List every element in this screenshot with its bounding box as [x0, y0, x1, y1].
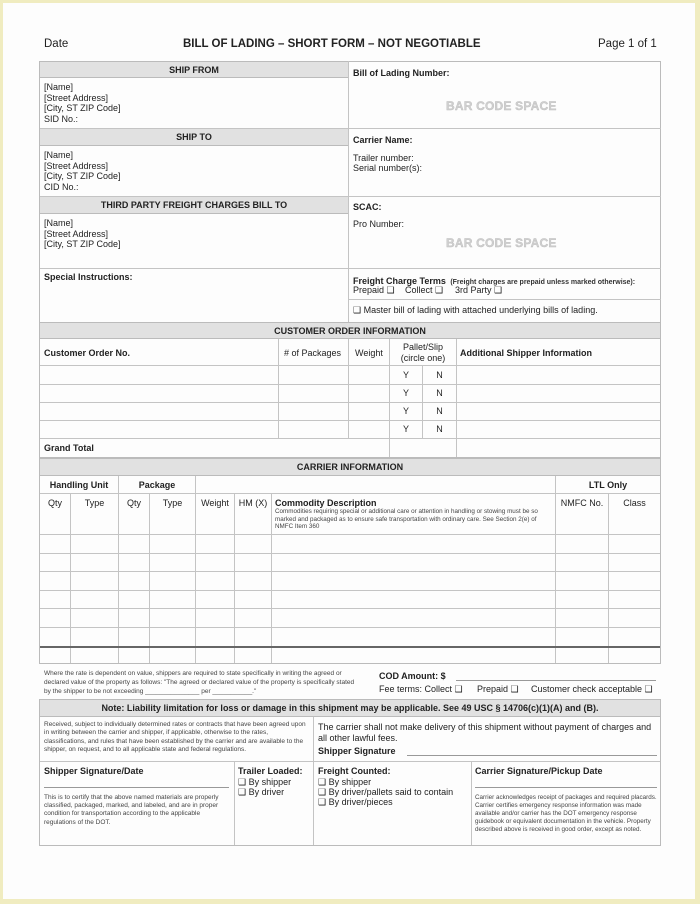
col-hu-qty: Qty — [47, 498, 62, 508]
counted-by-driver-pieces[interactable]: ❑ By driver/pieces — [318, 797, 393, 807]
ship-from-street: [Street Address] — [44, 92, 109, 103]
fee-terms-collect[interactable]: Fee terms: Collect ❑ — [379, 684, 463, 694]
carrier-sig-date-label[interactable]: Carrier Signature/Pickup Date — [475, 766, 603, 776]
ship-to-cid: CID No.: — [44, 181, 79, 192]
pro-number-label[interactable]: Pro Number: — [353, 219, 405, 229]
received-terms: Received, subject to individually determined rates or contracts that have been agreed upon in writing between the carrier and shipper, if applicable, otherwise to the rates, classifications, and rules that have been established by the carrier and are available to the shipper, on request, and to all applicable state and federal regulations. — [44, 721, 306, 754]
serial-number-label[interactable]: Serial number(s): — [353, 163, 423, 173]
third-party-checkbox[interactable]: 3rd Party ❑ — [455, 285, 503, 295]
counted-by-shipper[interactable]: ❑ By shipper — [318, 777, 372, 787]
freight-terms-label: Freight Charge Terms — [353, 276, 446, 286]
bill-of-lading-page — [3, 3, 695, 899]
freight-counted-label: Freight Counted: — [318, 766, 391, 776]
third-party-street: [Street Address] — [44, 228, 109, 239]
third-party-heading: THIRD PARTY FREIGHT CHARGES BILL TO — [40, 197, 348, 214]
row1-y[interactable]: Y — [402, 370, 409, 380]
col-weight: Weight — [355, 348, 383, 358]
date-label: Date — [44, 38, 69, 50]
third-party-block[interactable] — [44, 218, 121, 250]
ltl-only-label: LTL Only — [588, 480, 628, 490]
col-pallet-slip — [390, 342, 456, 363]
col-pkg-type: Type — [162, 498, 183, 508]
third-party-city: [City, ST ZIP Code] — [44, 239, 121, 249]
customer-order-heading: CUSTOMER ORDER INFORMATION — [40, 323, 660, 339]
freight-terms-note: (Freight charges are prepaid unless marked otherwise): — [450, 279, 636, 286]
row2-n[interactable]: N — [436, 388, 443, 398]
shipper-signature-label[interactable]: Shipper Signature — [318, 746, 396, 756]
barcode-space-2: BAR CODE SPACE — [446, 236, 557, 250]
col-additional-info: Additional Shipper Information — [460, 348, 592, 358]
shipper-sig-date-label[interactable]: Shipper Signature/Date — [44, 766, 144, 776]
bol-number-label[interactable]: Bill of Lading Number: — [353, 68, 450, 78]
col-hm: HM (X) — [238, 498, 268, 508]
trailer-by-driver[interactable]: ❑ By driver — [238, 787, 285, 797]
handling-unit-label: Handling Unit — [49, 480, 109, 490]
scac-label[interactable]: SCAC: — [353, 202, 382, 212]
carrier-no-delivery-note: The carrier shall not make delivery of this shipment without payment of charges and all other lawful fees. — [318, 722, 652, 743]
page-number: Page 1 of 1 — [598, 38, 657, 50]
row3-n[interactable]: N — [436, 406, 443, 416]
ship-to-city: [City, ST ZIP Code] — [44, 171, 121, 181]
collect-checkbox[interactable]: Collect ❑ — [405, 285, 444, 295]
prepaid-checkbox[interactable]: Prepaid ❑ — [353, 285, 395, 295]
row4-n[interactable]: N — [436, 424, 443, 434]
counted-by-driver-pallets[interactable]: ❑ By driver/pallets said to contain — [318, 787, 454, 797]
shipper-certification: This is to certify that the above named materials are properly classified, packaged, marked, and labeled, and are in proper condition for transportation according to the applicable regulations of the DOT. — [44, 794, 219, 826]
ship-to-heading: SHIP TO — [40, 129, 348, 146]
pallet-slip-label: Pallet/Slip — [402, 342, 444, 352]
col-class: Class — [623, 498, 646, 508]
carrier-name-label[interactable]: Carrier Name: — [353, 135, 413, 145]
third-party-name: [Name] — [44, 218, 74, 228]
col-weight-ci: Weight — [201, 498, 229, 508]
commodity-note: Commodities requiring special or additional care or attention in handling or stowing must be so marked and packaged as to ensure safe transportation with ordinary care. See Section 2(e) of NMFC Item 360 — [275, 508, 538, 530]
carrier-info-heading: CARRIER INFORMATION — [40, 459, 660, 476]
circle-one-label: (circle one) — [400, 352, 446, 363]
trailer-number-label[interactable]: Trailer number: — [353, 153, 414, 163]
col-commodity: Commodity Description — [275, 498, 377, 508]
col-pkg-qty: Qty — [126, 498, 141, 508]
row2-y[interactable]: Y — [402, 388, 409, 398]
ship-from-city: [City, ST ZIP Code] — [44, 103, 121, 113]
ship-from-heading: SHIP FROM — [40, 62, 348, 78]
trailer-by-shipper[interactable]: ❑ By shipper — [238, 777, 292, 787]
row4-y[interactable]: Y — [402, 424, 409, 434]
ship-to-block[interactable] — [44, 150, 121, 192]
ship-to-street: [Street Address] — [44, 160, 109, 171]
ship-to-name: [Name] — [44, 150, 74, 160]
special-instructions-label[interactable]: Special Instructions: — [44, 272, 133, 282]
declared-value-note: Where the rate is dependent on value, shippers are required to state specifically in writing the agreed or declared value of the property as follows: "The agreed or declared value of the property is specifically stated by the shipper to be not exceeding _______________ per ___________." — [44, 670, 355, 695]
carrier-acknowledgement: Carrier acknowledges receipt of packages and required placards. Carrier certifies emergency response information was made available and/or carrier has the DOT emergency response guidebook or equivalent documentation in the vehicle. Property described above is received in good order, except as noted. — [475, 794, 657, 833]
col-hu-type: Type — [84, 498, 105, 508]
cod-amount-label[interactable]: COD Amount: $ — [379, 671, 446, 681]
row1-n[interactable]: N — [436, 370, 443, 380]
col-customer-order-no: Customer Order No. — [44, 348, 131, 358]
document-title: BILL OF LADING – SHORT FORM – NOT NEGOTIABLE — [183, 38, 481, 50]
col-packages: # of Packages — [284, 348, 342, 358]
customer-check-acceptable[interactable]: Customer check acceptable ❑ — [531, 684, 653, 694]
ship-from-name: [Name] — [44, 82, 74, 92]
fee-terms-prepaid[interactable]: Prepaid ❑ — [477, 684, 519, 694]
trailer-loaded-label: Trailer Loaded: — [238, 766, 303, 776]
ship-from-block[interactable] — [44, 82, 121, 124]
master-bol-checkbox[interactable]: ❑ Master bill of lading with attached underlying bills of lading. — [353, 305, 598, 315]
row3-y[interactable]: Y — [402, 406, 409, 416]
liability-note: Note: Liability limitation for loss or damage in this shipment may be applicable. See 49 USC § 14706(c)(1)(A) and (B). — [101, 703, 599, 713]
col-nmfc: NMFC No. — [560, 498, 604, 508]
grand-total-label: Grand Total — [44, 443, 94, 453]
package-label: Package — [138, 480, 176, 490]
barcode-space-1: BAR CODE SPACE — [446, 99, 557, 113]
ship-from-sid: SID No.: — [44, 113, 79, 124]
